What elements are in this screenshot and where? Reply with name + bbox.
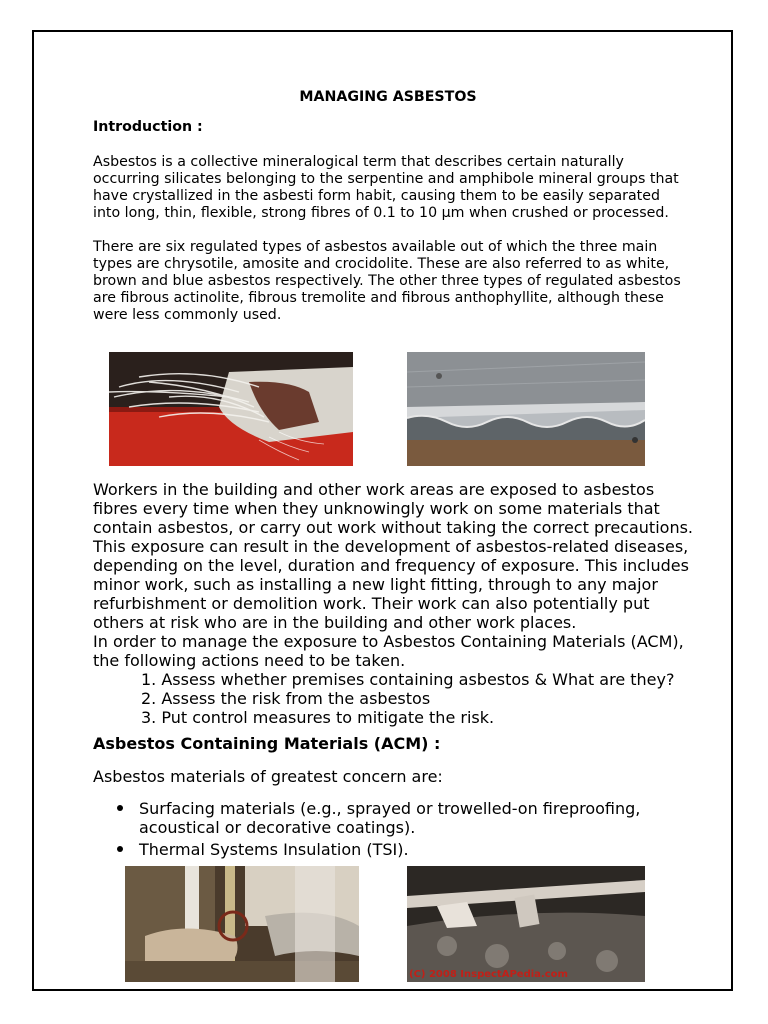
asbestos-fibre-photo xyxy=(109,352,353,466)
paragraph-1: Asbestos is a collective mineralogical term that describes certain naturally occurring silicates belonging to the serpentine and amphibole mineral groups that have crystallized in the asbesti form habit, causing them to be easily separated into long, thin, flexible, strong fibres of 0.1 to 10 µm when crushed or processed. xyxy=(93,154,679,221)
photo-watermark: (C) 2008 InspectAPedia.com xyxy=(409,969,568,980)
bullet-text: Surfacing materials (e.g., sprayed or trowelled-on fireproofing, acoustical or decorative coatings). xyxy=(139,799,641,837)
action-step: 3. Put control measures to mitigate the risk. xyxy=(141,708,495,727)
pipe-insulation-photo xyxy=(125,866,359,982)
bullet-item xyxy=(93,799,653,837)
document-title: MANAGING ASBESTOS xyxy=(299,89,477,105)
corrugated-roof-photo xyxy=(407,352,645,466)
paragraph-4: In order to manage the exposure to Asbestos Containing Materials (ACM), the following actions need to be taken. xyxy=(93,632,684,670)
bullet-text: Thermal Systems Insulation (TSI). xyxy=(139,840,409,859)
ceiling-pipe-photo xyxy=(407,866,645,982)
concern-intro: Asbestos materials of greatest concern are: xyxy=(93,767,443,786)
action-step: 1. Assess whether premises containing asbestos & What are they? xyxy=(141,670,675,689)
action-steps-list xyxy=(93,670,693,727)
paragraph-4-block xyxy=(93,632,693,727)
bullet-dot-icon xyxy=(117,846,123,852)
concern-bullet-list xyxy=(93,799,653,862)
paragraph-2: There are six regulated types of asbestos available out of which the three main types are chrysotile, amosite and crocidolite. These are also referred to as white, brown and blue asbestos respectively. The other three types of regulated asbestos are fibrous actinolite, fibrous tremolite and fibrous anthophyllite, although these were less commonly used. xyxy=(93,239,681,323)
bullet-dot-icon xyxy=(117,805,123,811)
introduction-heading: Introduction : xyxy=(93,119,203,135)
document-page xyxy=(32,30,733,991)
paragraph-3: Workers in the building and other work areas are exposed to asbestos fibres every time when they unknowingly work on some materials that contain asbestos, or carry out work without taking the correct precautions. This exposure can result in the development of asbestos-related diseases, depending on the level, duration and frequency of exposure. This includes minor work, such as installing a new light fitting, through to any major refurbishment or demolition work. Their work can also potentially put others at risk who are in the building and other work places. xyxy=(93,480,693,632)
action-step: 2. Assess the risk from the asbestos xyxy=(141,689,431,708)
document-top-text xyxy=(93,89,683,324)
acm-heading: Asbestos Containing Materials (ACM) : xyxy=(93,734,441,753)
photo-row-2 xyxy=(109,866,709,982)
bullet-item xyxy=(93,840,653,859)
photo-row-1 xyxy=(109,352,709,466)
